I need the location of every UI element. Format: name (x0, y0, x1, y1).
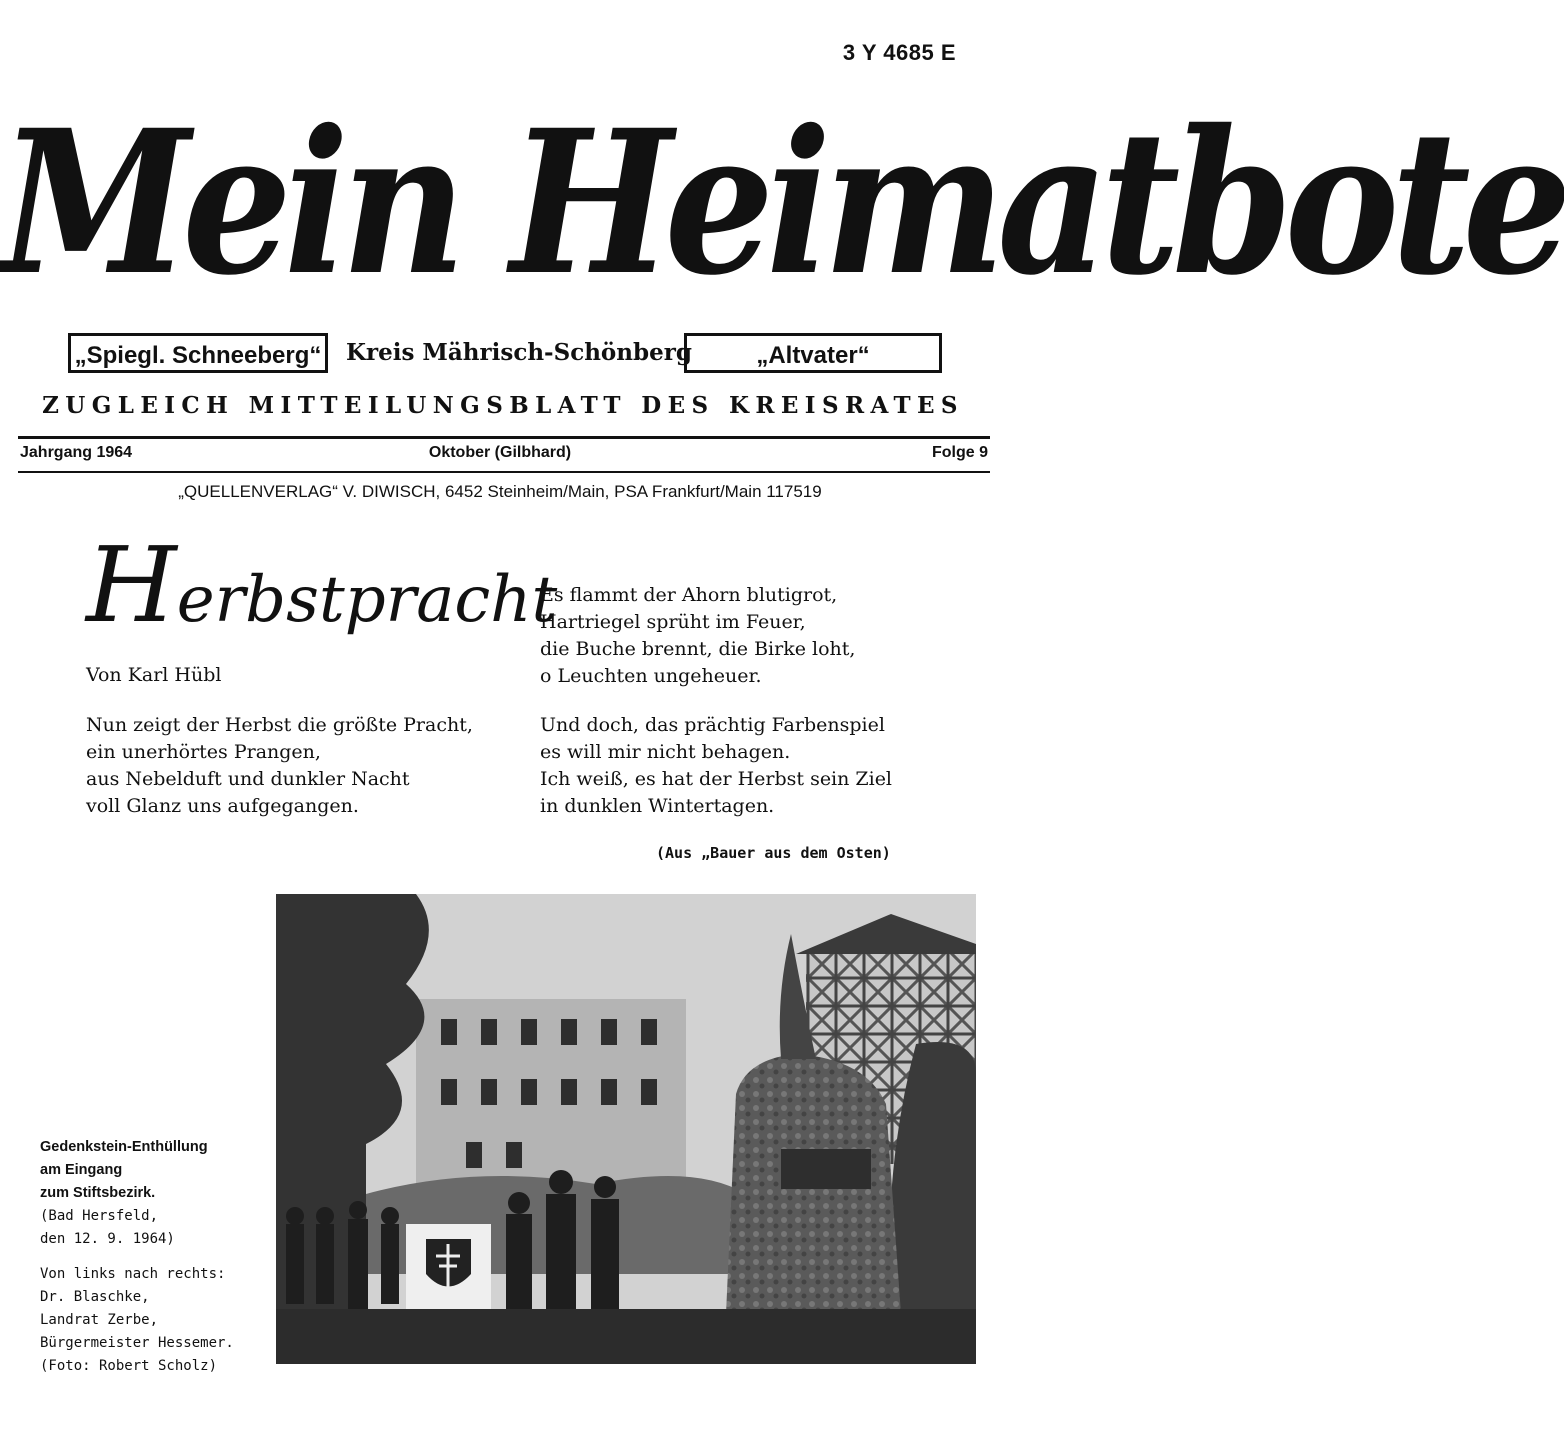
stanza-line: die Buche brennt, die Birke loht, (540, 638, 856, 660)
poem-title-rest: erbstpracht (176, 563, 558, 637)
caption-line: Landrat Zerbe, (40, 1312, 159, 1328)
jahrgang: Jahrgang 1964 (20, 444, 133, 461)
stanza-line: voll Glanz uns aufgegangen. (86, 795, 359, 817)
bottom-rule (18, 471, 990, 473)
stanza-line: Und doch, das prächtig Farbenspiel (540, 714, 885, 736)
region-box-left: „Spiegl. Schneeberg“ (68, 333, 328, 373)
stanza-line: o Leuchten ungeheuer. (540, 665, 762, 687)
stanza-line: es will mir nicht behagen. (540, 741, 791, 763)
photo-illustration (276, 894, 976, 1364)
memorial-stone-photo (276, 894, 976, 1364)
poem-title-initial: H (86, 524, 177, 646)
stanza-line: Hartriegel sprüht im Feuer, (540, 611, 806, 633)
stanza-line: Es flammt der Ahorn blutigrot, (540, 584, 838, 606)
poem-author: Von Karl Hübl (86, 664, 222, 686)
stanza-line: Nun zeigt der Herbst die größte Pracht, (86, 714, 473, 736)
stanza-2 (540, 582, 855, 690)
caption-line: Dr. Blaschke, (40, 1289, 150, 1305)
publisher-line: „QUELLENVERLAG“ V. DIWISCH, 6452 Steinheim/Main, PSA Frankfurt/Main 117519 (178, 482, 822, 501)
folge: Folge 9 (931, 444, 988, 461)
poem-title (86, 524, 558, 646)
masthead-title: Mein Heimatbote (0, 85, 1564, 320)
photo-ground (276, 1309, 976, 1364)
stanza-1 (86, 712, 473, 820)
caption-line: (Foto: Robert Scholz) (40, 1358, 218, 1374)
caption-line: den 12. 9. 1964) (40, 1231, 175, 1247)
caption-line: Von links nach rechts: (40, 1266, 226, 1282)
issue-code: 3 Y 4685 E (842, 40, 956, 65)
stanza-line: in dunklen Wintertagen. (540, 795, 775, 817)
stanza-line: aus Nebelduft und dunkler Nacht (86, 768, 410, 790)
caption-line: zum Stiftsbezirk. (40, 1185, 156, 1201)
subtitle: ZUGLEICH MITTEILUNGSBLATT DES KREISRATES (42, 392, 964, 419)
caption-line: Bürgermeister Hessemer. (40, 1335, 234, 1351)
top-rule (18, 436, 990, 439)
district-name: Kreis Mährisch-Schönberg (346, 339, 692, 366)
stanza-line: ein unerhörtes Prangen, (86, 741, 321, 763)
poem-source: (Aus „Bauer aus dem Osten) (656, 844, 891, 862)
photo-stone-plaque (781, 1149, 871, 1189)
caption-line: Gedenkstein-Enthüllung (40, 1139, 208, 1155)
region-box-right: „Altvater“ (684, 333, 942, 373)
stanza-3 (540, 712, 892, 820)
stanza-line: Ich weiß, es hat der Herbst sein Ziel (540, 768, 893, 790)
photo-caption (40, 1136, 234, 1378)
caption-line: (Bad Hersfeld, (40, 1208, 159, 1224)
caption-line: am Eingang (40, 1162, 123, 1178)
issue-month: Oktober (Gilbhard) (428, 444, 572, 461)
